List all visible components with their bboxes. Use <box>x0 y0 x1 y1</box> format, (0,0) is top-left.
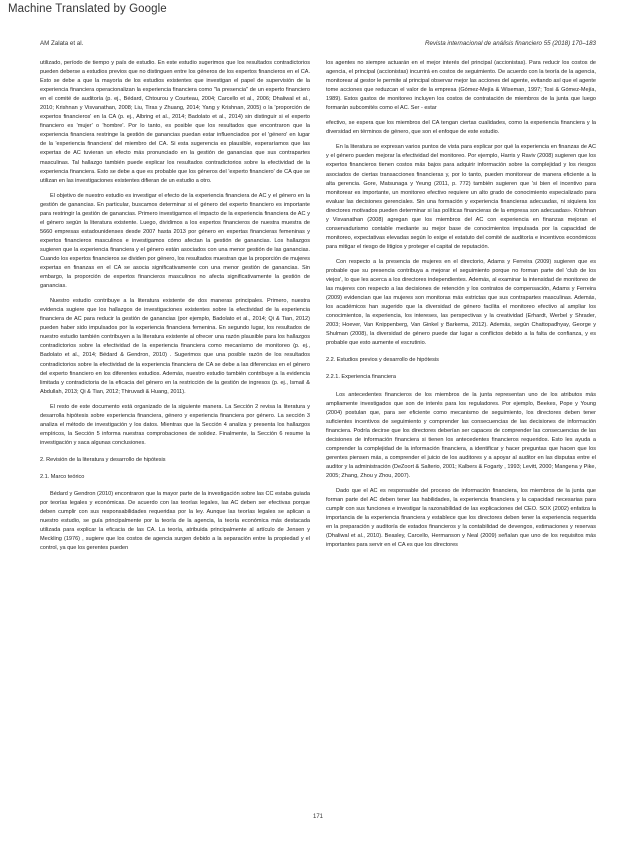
left-text-column <box>40 59 310 559</box>
section-heading: 2. Revisión de la literatura y desarrollo de hipótesis <box>40 456 166 463</box>
paragraph: utilizado, período de tiempo y país de estudio. En este estudio sugerimos que los resultados contradictorios pueden deberse a estudios previos que no distinguen entre los géneros de los expertos financieros en el CA. Esto se debe a que la mayoría de los estudios existentes que investigan el papel de supervisión de la experiencia financiera operacionalizan la experiencia financiera como "la presencia" de un experto financiero en el comité de auditoría (p. ej., Bédard, Chtourou y Courteau, 2004; Carcello et al., 2006; Dhaliwal et al., 2010; Krishnan y Visvanathan, 2008; Liu, Tiras y Zhuang, 2014; Yang y Krishnan, 2005) o la 'proporción de expertos financieros' en la CA (p. ej., Albring et al., 2014; Badolato et al., 2014) sin distinguir si el experto financiero es 'mujer' o 'hombre'. Por lo tanto, es posible que los resultados que encontraron que la experiencia financiera restringe la gestión de ganancias puedan estar influenciados por el 'género' en lugar de la 'experiencia financiera' del miembro del CA. Si esta sugerencia es plausible, esperaríamos que las expertas de AC tuvieran un efecto más pronunciado en la gestión de ganancias que sus contrapartes masculinas. Tal hallazgo también puede explicar los resultados contradictorios sobre la efectividad de la experiencia financiera. Esto se debe a que es probable que los géneros del 'experto financiero' de CA que se utilizan en las investigaciones existentes difieran de un estudio a otro. <box>40 60 310 184</box>
paragraph: efectivo, se espera que los miembros del CA tengan ciertas cualidades, como la experiencia financiera y la diversidad en términos de género, que son el enfoque de este estudio. <box>326 120 596 136</box>
section-heading: 2.2. Estudios previos y desarrollo de hipótesis <box>326 357 439 364</box>
page-number: 171 <box>312 814 323 820</box>
paragraph: El resto de este documento está organizado de la siguiente manera. La Sección 2 revisa la literatura y desarrolla hipótesis sobre experiencia financiera, género y experiencia financiera por género. La sección 3 analiza el método de investigación y los datos. Mientras que la Sección 4 analiza y presenta los hallazgos empíricos, la Sección 5 informa nuestras comprobaciones de solidez. Finalmente, la Sección 6 resume la investigación y saca algunas conclusiones. <box>40 403 310 446</box>
section-heading: 2.2.1. Experiencia financiera <box>326 374 396 381</box>
paragraph: En la literatura se expresan varios puntos de vista para explicar por qué la experiencia en finanzas de AC y el género pueden mejorar la efectividad del monitoreo. Por ejemplo, Harris y Raviv (2008) sugieren que los expertos financieros tienen costos más bajos para adquirir información sobre la complejidad y los riesgos asociados de ciertas transacciones financieras y, por lo tanto, pueden monitorear de manera eficiente a la alta gerencia. Gore, Matsunaga y Yeung (2011, p. 772) también sugieren que 'si bien el incentivo para monitorear es importante, un monitoreo efectivo requiere un alto grado de conocimiento especializado para evaluar las decisiones gerenciales. Sin una formación y experiencia financieras adecuadas, ni siquiera los directores motivados pueden determinar si las políticas financieras de la empresa son adecuadas». Krishnan y Visvanathan (2008) agregan que los miembros del AC con experiencia en finanzas mejoran el conservadurismo contable mediante su mejor base de conocimientos impulsada por la capacidad de monitoreo, expectativas elevadas según lo exige el estatuto del comité de auditoría e incentivos económicos para mitigar el riesgo de litigios y proteger el capital de reputación. <box>326 144 596 250</box>
section-heading: 2.1. Marco teórico <box>40 473 85 480</box>
running-header-journal: Revista internacional de análisis financiero 55 (2018) 170–183 <box>425 40 596 47</box>
paragraph: Nuestro estudio contribuye a la literatura existente de dos maneras principales. Primero, nuestra evidencia sugiere que los hallazgos de investigaciones existentes sobre la efectividad de la experiencia financiera de AC para reducir la gestión de ganancias (por ejemplo, Badolato et al., 2014; Qi & Tian, 2012) pueden haber sido impulsados por la experiencia financiera femenina. En segundo lugar, los resultados de nuestro estudio también contribuyen a la literatura existente al ofrecer una razón plausible para los hallazgos contradictorios sobre la efectividad de la experiencia financiera como mecanismo de monitoreo (p. ej., Badolato et al., 2014; Bédard & Gendron, 2010) . Sugerimos que una posible razón de los resultados contradictorios sobre la efectividad de la experiencia financiera de CA se debe a las diferencias en el género del experto financiero en los diferentes estudios. Además, nuestro estudio también contribuye a la evidencia limitada y contradictoria de la eficacia del género en la restricción de la gestión de ingresos (p. ej., Ismail & Abdullah, 2013; Qi & Tian, 2012; Thiruvadi & Huang, 2011). <box>40 298 310 395</box>
paragraph: los agentes no siempre actuarán en el mejor interés del principal (accionistas). Para reducir los costos de agencia, el principal (accionistas) incurrirá en costos de seguimiento. De acuerdo con la teoría de la agencia, monitorear al gestor le permite al principal observar mejor las acciones del agente, evitando así que el agente tome acciones que reduzcan el valor de la empresa (Gómez-Mejía & Wiseman, 1997; Tosi & Gómez-Mejía, 1989). Estos gastos de monitoreo incluyen los costos de contratación de miembros de la junta que luego formarán subcomités como el AC. Ser - estar <box>326 60 596 112</box>
translation-banner: Machine Translated by Google <box>8 3 167 15</box>
running-header-authors: AM Zalata et al. <box>40 40 84 47</box>
paragraph: Dado que el AC es responsable del proceso de información financiera, los miembros de la junta que forman parte del AC deben tener las habilidades, la experiencia financiera y la capacidad necesarias para cumplir con sus funciones e investigar la razonabilidad de las explicaciones del CEO. SOX (2002) enfatiza la importancia de la experiencia financiera y establece que los directores deben tener la experiencia requerida en la preparación y auditoría de estados financieros y la contabilidad de devengos, estimaciones y reservas (Dhaliwal et al., 2010). Beasley, Carcello, Hermanson y Neal (2009) señalan que uno de los requisitos más importantes para servir en el CA es que los directores <box>326 487 596 549</box>
right-text-column <box>326 59 596 556</box>
paragraph: Con respecto a la presencia de mujeres en el directorio, Adams y Ferreira (2009) sugieren que es probable que su presencia contribuya a mejorar el seguimiento porque no forman parte del 'club de los viejos', lo que les acerca a los directores independientes. Además, al examinar la intensidad de monitoreo de las mujeres con respecto a las decisiones de retención y los contratos de compensación, Adams y Ferreira (2009) evidencian que las mujeres son monitoras más estrictas que sus contrapartes masculinas. Además, los académicos han sugerido que la diversidad de género facilita el monitoreo efectivo al ampliar los conocimientos, la experiencia, los intereses, las perspectivas y la creatividad (Erhardt, Werbel y Shrader, 2003; Hoever, Van Knippenberg, Van Ginkel y Barkema, 2012). Además, según Chattopadhyay, George y Shulman (2008), la diversidad de género puede dar lugar a conflictos debido a la falta de confianza, y es probable que esto aumente el escrutinio. <box>326 258 596 347</box>
paragraph: Los antecedentes financieros de los miembros de la junta representan uno de los atributos más ampliamente investigados que son de interés para los reguladores. Por ejemplo, Beekes, Pope y Young (2004) postulan que, para ser eficiente como mecanismo de seguimiento, los directores deben tener suficientes incentivos de seguimiento y comprender las consecuencias de las decisiones de información financiera. Podría decirse que los directores deberían ser capaces de comprender las consecuencias de las decisiones de información financiera si tienen los antecedentes financieros requeridos. Esto les ayuda a comprender la complejidad de la información financiera, a identificar y hacer preguntas que hacen que los gerentes piensen más, a comprender el juicio de los auditores y a apoyar al auditor en las disputas entre el auditor y la administración (DeZoort & Salterio, 2001; Kalbers & Fogarty , 1993; Levitt, 2000; Mangena y Pike, 2005; Zhang, Zhou y Zhou, 2007). <box>326 391 596 479</box>
paragraph: El objetivo de nuestro estudio es investigar el efecto de la experiencia financiera de AC y el género en la gestión de ganancias. En particular, buscamos determinar si el género del experto financiero es importante para restringir la gestión de ganancias. Primero investigamos el impacto de la experiencia financiera de AC y el género según la literatura existente. Luego, dividimos a los expertos financieros de nuestra muestra de 5660 empresas estadounidenses desde 2007 hasta 2013 por género en expertas financieras femeninas y expertos financieros masculinos e investigamos cómo afectan la gestión de ganancias. Los hallazgos sugieren que la experiencia financiera y el género están asociados con una menor gestión de las ganancias. Cuando los expertos financieros se dividen por género, los resultados muestran que la proporción de mujeres expertas en finanzas en el CA se asocia significativamente con una menor gestión de ganancias. Sin embargo, la proporción de expertos financieros masculinos no afecta significativamente la gestión de ganancias. <box>40 192 310 290</box>
paragraph: Bédard y Gendron (2010) encontraron que la mayor parte de la investigación sobre las CC estaba guiada por teorías legales y económicas. De acuerdo con las teorías legales, las AC deben ser efectivas porque deben cumplir con sus responsabilidades requeridas por la ley. Aunque las teorías legales se aplican a nuestro estudio, se guía principalmente por la teoría de la agencia, la teoría económica más destacada utilizada para explicar la eficacia de las CA. La teoría, atribuida principalmente al artículo de Jensen y Meckling (1976) , sugiere que los costos de agencia surgen debido a la separación entre la propiedad y el control, ya que los gerentes pueden <box>40 491 310 552</box>
